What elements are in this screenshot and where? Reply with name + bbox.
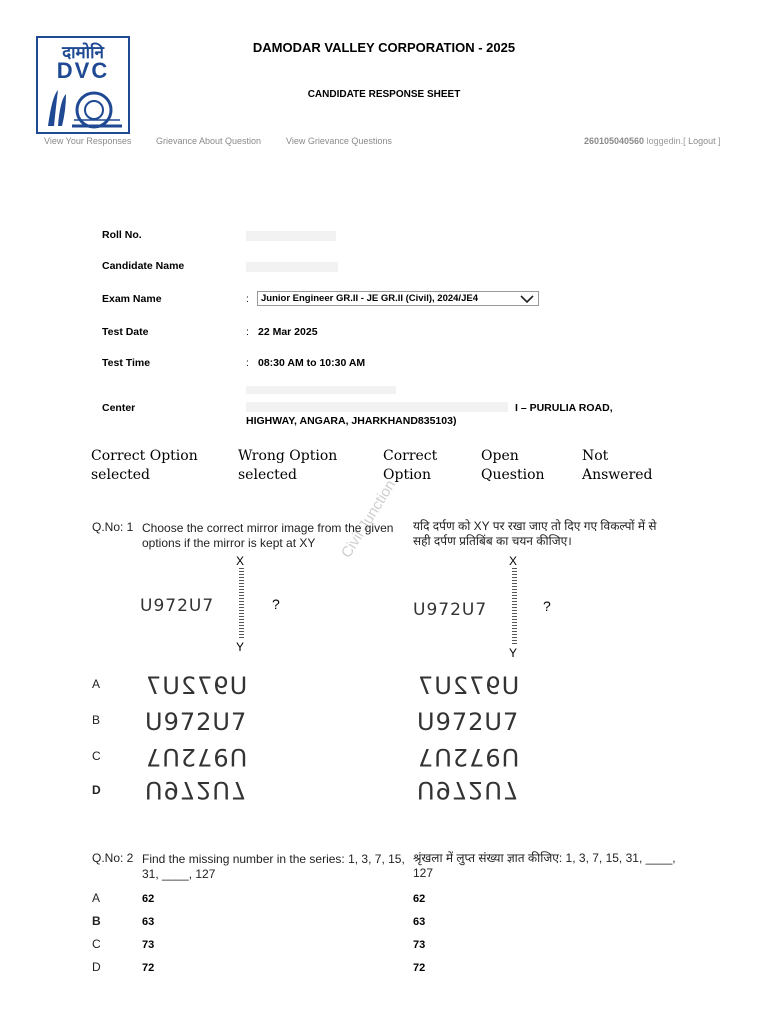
- mirror-top-label: X: [236, 554, 245, 568]
- logout-link[interactable]: Logout: [688, 136, 716, 146]
- question-text-hi: [413, 851, 676, 881]
- question-number: Q.No: 2: [92, 851, 134, 865]
- option-text: U972U7: [145, 708, 248, 736]
- test-time-value: 08:30 AM to 10:30 AM: [258, 357, 366, 369]
- question-text-en: [142, 521, 393, 551]
- legend-correct-selected: [91, 447, 198, 485]
- option-label: B: [92, 713, 101, 727]
- center-line-2: HIGHWAY, ANGARA, JHARKHAND835103): [246, 415, 457, 427]
- question-figure: [413, 554, 559, 658]
- date-colon: :: [246, 326, 249, 338]
- center-label: Center: [102, 402, 136, 414]
- nav-view-grievance-questions[interactable]: View Grievance Questions: [286, 136, 392, 146]
- option-d-image-hi: [417, 776, 519, 804]
- page-title: DAMODAR VALLEY CORPORATION - 2025: [252, 40, 516, 55]
- option-b-image[interactable]: [145, 708, 247, 736]
- option-text: U972U7: [417, 708, 520, 736]
- question-text-line: Find the missing number in the series: 1, 3, 7, 15,: [142, 852, 405, 866]
- question-text-line: यदि दर्पण को XY पर रखा जाए तो दिए गए विकल्पों में से: [413, 519, 657, 533]
- option-text: U972U7: [417, 743, 520, 771]
- legend-correct-option: [383, 447, 437, 485]
- nav-grievance-about-question[interactable]: Grievance About Question: [156, 136, 262, 146]
- figure-word: U972U7: [413, 600, 488, 620]
- figure-word: U972U7: [140, 596, 215, 616]
- legend-text: Open: [481, 448, 519, 464]
- legend-text: Answered: [582, 467, 653, 483]
- option-a-text-hi: 62: [413, 893, 426, 905]
- mirror-bottom-label: Y: [509, 646, 518, 660]
- option-c-text[interactable]: 73: [142, 939, 155, 951]
- option-label: C: [92, 937, 101, 951]
- mirror-bottom-label: Y: [236, 640, 245, 654]
- option-text: U972U7: [417, 776, 520, 804]
- legend-text: selected: [91, 467, 150, 483]
- watermark: Civil Junction: [338, 477, 400, 562]
- option-a-text[interactable]: 62: [142, 893, 155, 905]
- user-id: 260105040560: [584, 136, 645, 146]
- option-b-text[interactable]: 63: [142, 916, 155, 928]
- legend-text: Correct Option: [91, 448, 198, 464]
- option-b-image-hi: [417, 708, 519, 736]
- legend-text: Option: [383, 467, 431, 483]
- center-redacted-1: [246, 386, 396, 394]
- option-d-text[interactable]: 72: [142, 962, 155, 974]
- exam-name-label: Exam Name: [102, 293, 162, 305]
- bracket-text: ]: [715, 136, 721, 146]
- question-text-line: Choose the correct mirror image from the given: [142, 521, 394, 535]
- legend-wrong-selected: [238, 447, 337, 485]
- question-text-line: श्रृंखला में लुप्त संख्या ज्ञात कीजिए: 1, 3, 7, 15, 31, ____,: [413, 851, 676, 865]
- option-label: A: [92, 677, 101, 691]
- center-line-1: I – PURULIA ROAD,: [515, 402, 613, 414]
- candidate-name-label: Candidate Name: [102, 260, 185, 272]
- question-figure: [140, 554, 286, 658]
- roll-no-redacted: [246, 231, 336, 241]
- time-colon: :: [246, 357, 249, 369]
- logo-hindi-text: दामोनि: [62, 43, 104, 62]
- legend-text: Question: [481, 467, 545, 483]
- roll-no-label: Roll No.: [102, 229, 142, 241]
- test-date-value: 22 Mar 2025: [258, 326, 318, 338]
- question-text-hi: [413, 519, 656, 549]
- question-text-line: सही दर्पण प्रतिबिंब का चयन कीजिए।: [413, 534, 572, 548]
- exam-colon: :: [246, 293, 249, 305]
- mirror-line: [512, 568, 517, 644]
- option-b-text-hi: 63: [413, 916, 426, 928]
- option-c-image-hi: [417, 743, 519, 771]
- option-text: U972U7: [145, 776, 248, 804]
- center-redacted-2: [246, 402, 508, 412]
- option-text: U972U7: [145, 672, 248, 700]
- option-text: U972U7: [145, 743, 248, 771]
- loggedin-text: loggedin.[: [644, 136, 689, 146]
- legend-text: Correct: [383, 448, 438, 464]
- option-label: D: [92, 783, 101, 797]
- option-d-image[interactable]: [145, 776, 247, 804]
- question-mark: ?: [272, 596, 280, 612]
- question-text-line: 127: [413, 866, 434, 880]
- exam-name-select[interactable]: [257, 291, 539, 306]
- question-text-line: 31, ____, 127: [142, 867, 216, 881]
- option-label: C: [92, 749, 101, 763]
- candidate-name-redacted: [246, 262, 338, 272]
- option-a-image-hi: [417, 672, 519, 700]
- legend-text: Not: [582, 448, 609, 464]
- exam-name-value: Junior Engineer GR.II - JE GR.II (Civil), 2024/JE4: [261, 293, 478, 304]
- legend-not-answered: [582, 447, 653, 485]
- mirror-top-label: X: [509, 554, 518, 568]
- question-text-line: options if the mirror is kept at XY: [142, 536, 316, 550]
- legend-text: Wrong Option: [238, 448, 338, 464]
- login-status: [584, 136, 721, 146]
- option-label: B: [92, 914, 101, 928]
- option-c-text-hi: 73: [413, 939, 426, 951]
- option-text: U972U7: [417, 672, 520, 700]
- test-date-label: Test Date: [102, 326, 149, 338]
- question-mark: ?: [543, 598, 551, 614]
- legend-open-question: [481, 447, 545, 485]
- option-label: D: [92, 960, 101, 974]
- test-time-label: Test Time: [102, 357, 151, 369]
- question-number: Q.No: 1: [92, 520, 134, 534]
- legend-text: selected: [238, 467, 297, 483]
- option-d-text-hi: 72: [413, 962, 426, 974]
- option-c-image[interactable]: [145, 743, 247, 771]
- question-text-en: [142, 852, 405, 882]
- nav-view-responses[interactable]: View Your Responses: [44, 136, 132, 146]
- chevron-down-icon: [520, 293, 534, 305]
- mirror-line: [239, 568, 244, 640]
- option-label: A: [92, 891, 101, 905]
- option-a-image[interactable]: [145, 672, 247, 700]
- logo-dvc-text: DVC: [56, 58, 110, 83]
- page-subtitle: CANDIDATE RESPONSE SHEET: [307, 89, 461, 100]
